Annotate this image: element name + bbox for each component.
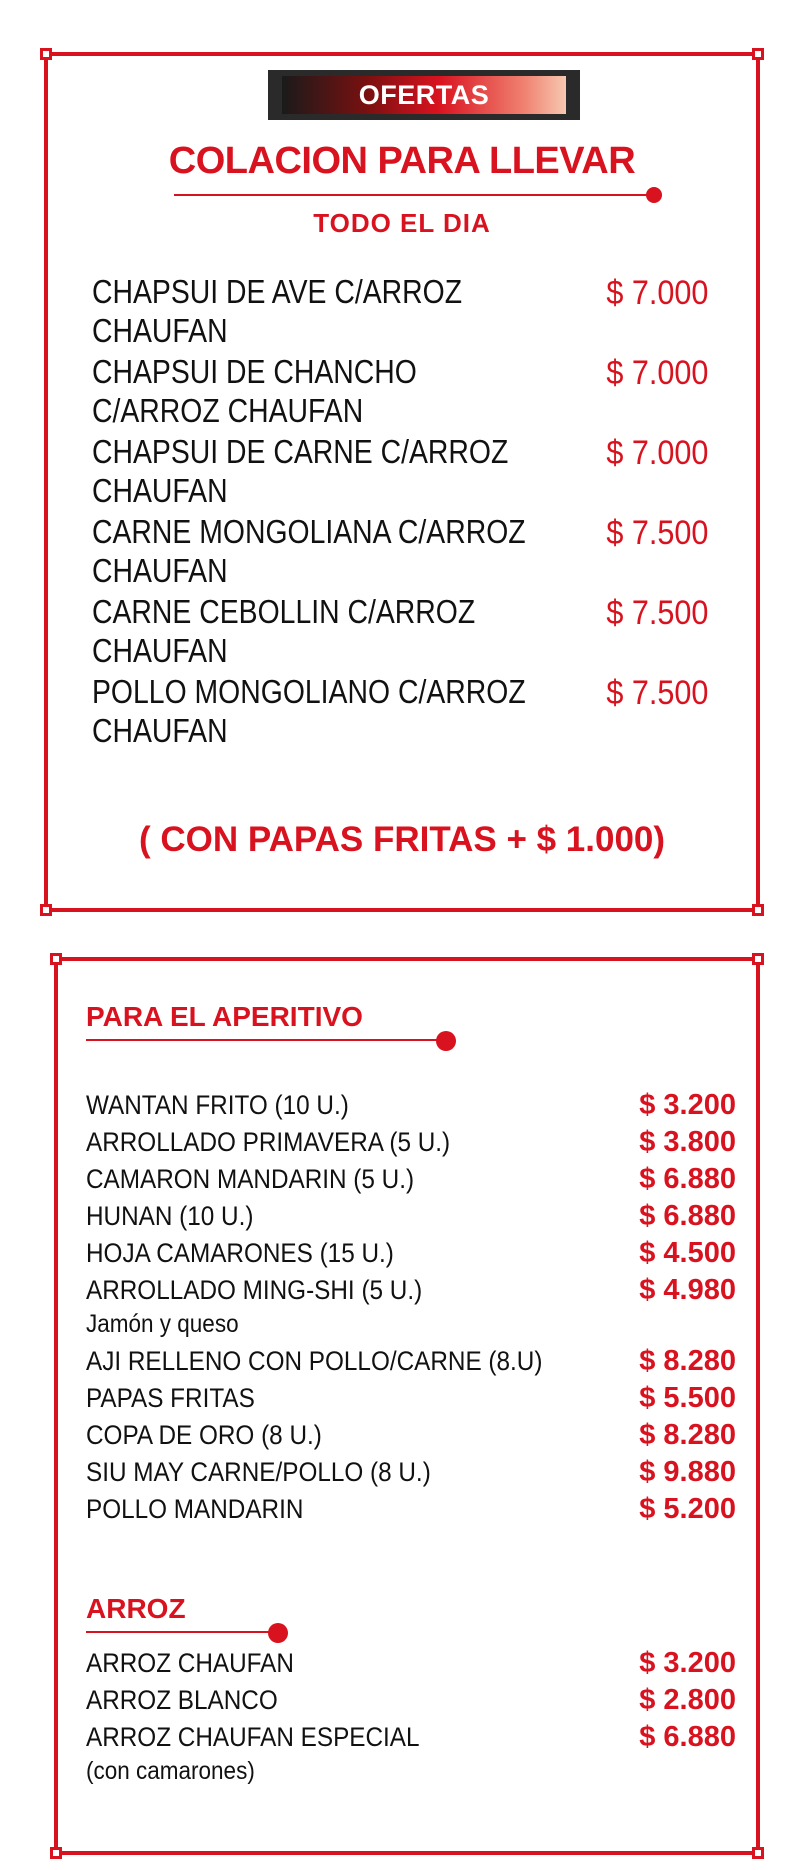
menu-item-price: $ 6.880 — [639, 1200, 736, 1232]
menu-item-name: POLLO MANDARIN — [86, 1494, 304, 1524]
aperitivo-panel — [54, 957, 760, 1855]
menu-item-note — [86, 1309, 736, 1343]
menu-item-name: CARNE CEBOLLIN C/ARROZ CHAUFAN — [92, 593, 476, 669]
menu-item — [86, 1235, 736, 1272]
menu-item-name: Jamón y queso — [86, 1310, 239, 1338]
menu-item-name: PAPAS FRITAS — [86, 1383, 255, 1413]
menu-item — [86, 1161, 736, 1198]
menu-item — [86, 1380, 736, 1417]
menu-item — [86, 1087, 736, 1124]
menu-item-price: $ 5.200 — [639, 1493, 736, 1525]
menu-item-price: $ 7.000 — [605, 354, 708, 392]
menu-item-price: $ 8.280 — [639, 1419, 736, 1451]
aperitivo-list — [86, 1087, 736, 1528]
menu-item — [92, 672, 732, 752]
menu-item-name: AJI RELLENO CON POLLO/CARNE (8.U) — [86, 1346, 543, 1376]
menu-item — [86, 1645, 736, 1682]
arroz-list — [86, 1645, 736, 1790]
arroz-title: ARROZ — [86, 1593, 186, 1624]
menu-item-price: $ 3.200 — [639, 1089, 736, 1121]
menu-item-price: $ 3.200 — [639, 1647, 736, 1679]
menu-item — [86, 1272, 736, 1309]
corner-ornament — [50, 1847, 62, 1859]
papas-fritas-note: ( CON PAPAS FRITAS + $ 1.000) — [138, 820, 666, 859]
ofertas-badge — [268, 70, 580, 120]
section-underline — [86, 1039, 446, 1041]
menu-item-name: ARROLLADO MING-SHI (5 U.) — [86, 1275, 423, 1305]
corner-ornament — [752, 48, 764, 60]
menu-item-price: $ 7.000 — [605, 434, 708, 472]
title-underline-dot — [646, 187, 662, 203]
corner-ornament — [752, 953, 764, 965]
colacion-panel — [44, 52, 760, 912]
menu-item-name: HUNAN (10 U.) — [86, 1201, 254, 1231]
corner-ornament — [40, 48, 52, 60]
menu-item — [92, 272, 732, 352]
menu-item-name: ARROZ CHAUFAN — [86, 1648, 294, 1678]
menu-item — [86, 1491, 736, 1528]
corner-ornament — [50, 953, 62, 965]
menu-item-price: $ 7.500 — [605, 594, 708, 632]
menu-item-note — [86, 1756, 736, 1790]
colacion-menu-list — [92, 272, 732, 752]
menu-item-name: HOJA CAMARONES (15 U.) — [86, 1238, 394, 1268]
ofertas-badge-label: OFERTAS — [282, 76, 566, 114]
colacion-title: COLACION PARA LLEVAR — [168, 140, 636, 182]
menu-item-name: CHAPSUI DE AVE C/ARROZ CHAUFAN — [92, 273, 463, 349]
menu-item-name: CAMARON MANDARIN (5 U.) — [86, 1164, 415, 1194]
menu-item-name: ARROZ BLANCO — [86, 1685, 278, 1715]
menu-item — [86, 1417, 736, 1454]
aperitivo-title: PARA EL APERITIVO — [86, 1001, 363, 1032]
menu-item-name: (con camarones) — [86, 1757, 255, 1785]
section-underline — [86, 1631, 276, 1633]
menu-item — [92, 352, 732, 432]
menu-item — [86, 1124, 736, 1161]
corner-ornament — [752, 1847, 764, 1859]
menu-item-price: $ 9.880 — [639, 1456, 736, 1488]
menu-item — [86, 1454, 736, 1491]
menu-item-name: WANTAN FRITO (10 U.) — [86, 1090, 349, 1120]
menu-item-name: CARNE MONGOLIANA C/ARROZ CHAUFAN — [92, 513, 526, 589]
corner-ornament — [752, 904, 764, 916]
menu-item-name: ARROZ CHAUFAN ESPECIAL — [86, 1722, 420, 1752]
menu-item — [86, 1343, 736, 1380]
menu-item-name: CHAPSUI DE CARNE C/ARROZ CHAUFAN — [92, 433, 509, 509]
menu-item-price: $ 2.800 — [639, 1684, 736, 1716]
menu-item-price: $ 7.500 — [605, 514, 708, 552]
menu-item-price: $ 3.800 — [639, 1126, 736, 1158]
menu-item-price: $ 7.500 — [605, 674, 708, 712]
menu-item — [92, 592, 732, 672]
menu-item-price: $ 6.880 — [639, 1163, 736, 1195]
section-underline-dot — [268, 1623, 288, 1643]
menu-item-name: ARROLLADO PRIMAVERA (5 U.) — [86, 1127, 451, 1157]
menu-item-price: $ 8.280 — [639, 1345, 736, 1377]
menu-item-price: $ 7.000 — [605, 274, 708, 312]
menu-item — [92, 432, 732, 512]
menu-item — [86, 1719, 736, 1756]
menu-item-price: $ 5.500 — [639, 1382, 736, 1414]
menu-item — [92, 512, 732, 592]
menu-item-price: $ 4.980 — [639, 1274, 736, 1306]
section-underline-dot — [436, 1031, 456, 1051]
menu-item-price: $ 4.500 — [639, 1237, 736, 1269]
menu-item-name: POLLO MONGOLIANO C/ARROZ CHAUFAN — [92, 673, 526, 749]
menu-item-name: CHAPSUI DE CHANCHO C/ARROZ CHAUFAN — [92, 353, 417, 429]
title-underline — [174, 194, 654, 196]
corner-ornament — [40, 904, 52, 916]
menu-item-price: $ 6.880 — [639, 1721, 736, 1753]
menu-item-name: SIU MAY CARNE/POLLO (8 U.) — [86, 1457, 431, 1487]
menu-item — [86, 1198, 736, 1235]
menu-item — [86, 1682, 736, 1719]
menu-item-name: COPA DE ORO (8 U.) — [86, 1420, 322, 1450]
colacion-subtitle: TODO EL DIA — [313, 208, 491, 238]
